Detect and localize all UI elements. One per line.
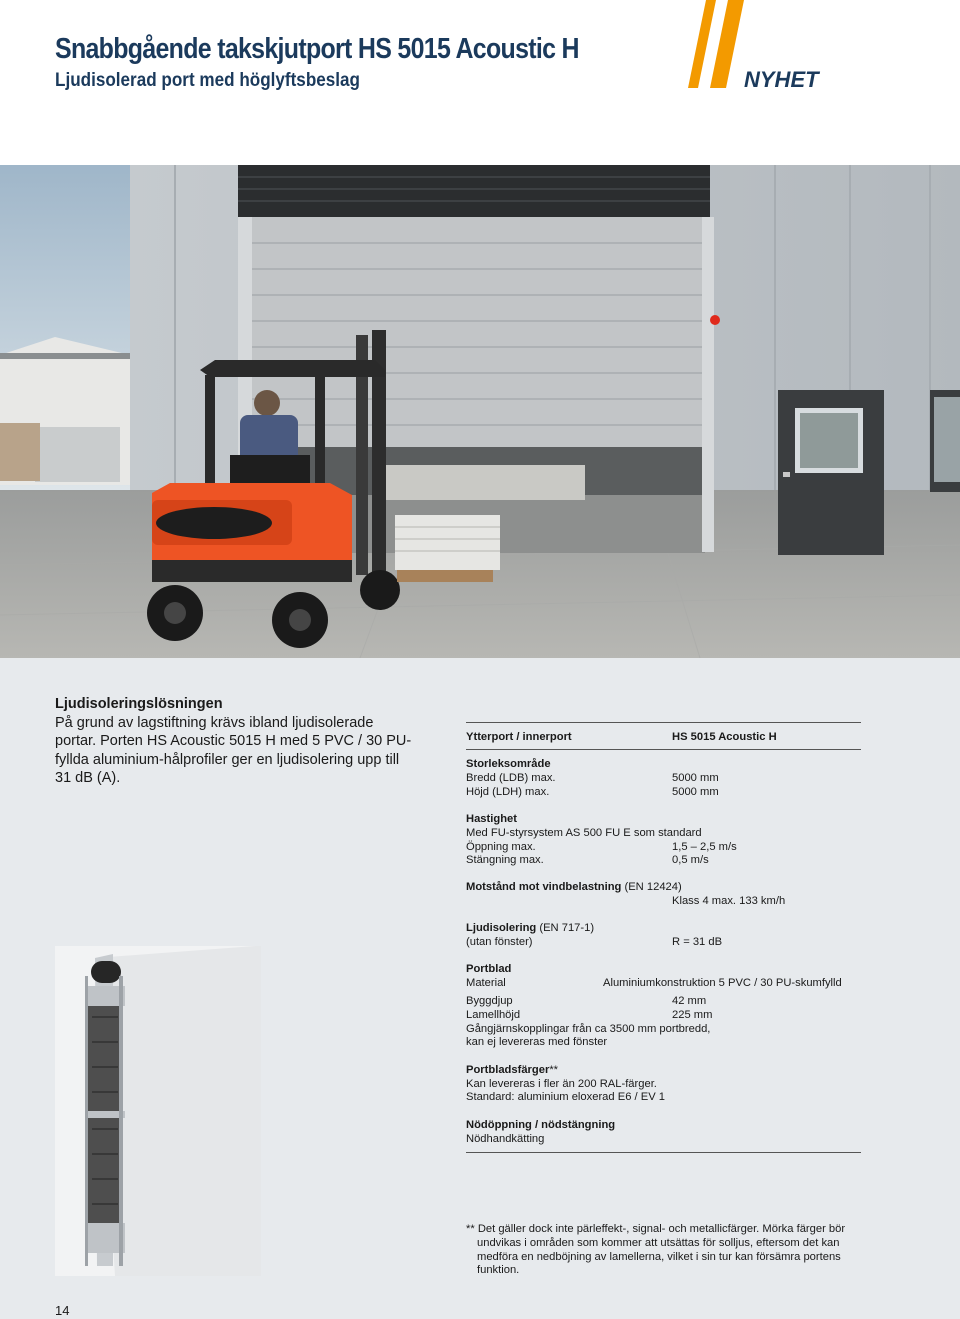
wind-heading: Motstånd mot vindbelastning: [466, 881, 622, 893]
close-value: 0,5 m/s: [672, 854, 709, 866]
hinge-line-2: kan ej levereras med fönster: [466, 1036, 608, 1048]
open-value: 1,5 – 2,5 m/s: [672, 841, 737, 853]
colors-heading: Portbladsfärger: [466, 1064, 550, 1076]
emergency-value: Nödhandkätting: [466, 1133, 545, 1145]
intro-heading: Ljudisoleringslösningen: [55, 696, 223, 712]
depth-label: Byggdjup: [466, 995, 513, 1007]
height-label: Höjd (LDH) max.: [466, 786, 550, 798]
footnote: [466, 1223, 876, 1278]
slat-value: 225 mm: [672, 1009, 713, 1021]
slat-label: Lamellhöjd: [466, 1009, 521, 1021]
emergency-heading: Nödöppning / nödstängning: [466, 1119, 616, 1131]
wind-value: Klass 4 max. 133 km/h: [672, 895, 786, 907]
page-title: Snabbgående takskjutport HS 5015 Acoustic H: [55, 33, 579, 65]
page-header: [0, 0, 960, 165]
depth-value: 42 mm: [672, 995, 707, 1007]
speed-heading: Hastighet: [466, 813, 517, 825]
product-photo: [0, 165, 960, 658]
open-label: Öppning max.: [466, 841, 536, 853]
sound-value: R = 31 dB: [672, 936, 723, 948]
hinge-line-1: Gångjärnskopplingar från ca 3500 mm portbredd,: [466, 1023, 711, 1035]
speed-note: Med FU-styrsystem AS 500 FU E som standard: [466, 827, 702, 839]
intro-section: [55, 695, 415, 788]
size-heading: Storleksområde: [466, 758, 551, 770]
sound-norm: (EN 717-1): [536, 922, 595, 934]
close-label: Stängning max.: [466, 854, 544, 866]
leaf-heading: Portblad: [466, 963, 512, 975]
new-badge: NYHET: [744, 67, 819, 92]
height-value: 5000 mm: [672, 786, 719, 798]
sound-sub: (utan fönster): [466, 936, 533, 948]
width-label: Bredd (LDB) max.: [466, 772, 556, 784]
material-label: Material: [466, 977, 506, 989]
footnote-text: ** Det gäller dock inte pärleffekt-, signal- och metallicfärger. Mörka färger bör undvikas i områden som kommer att utsättas för solljus, eftersom det kan medföra en nedböjning av lamellerna, vilket i sin tur kan försämra portens funktion.: [466, 1223, 846, 1277]
wind-heading-line: [466, 881, 682, 894]
width-value: 5000 mm: [672, 772, 719, 784]
spec-header-left: Ytterport / innerport: [466, 731, 572, 743]
wind-norm: (EN 12424): [621, 881, 682, 893]
colors-heading-line: [466, 1064, 558, 1077]
colors-footnote-mark: **: [549, 1064, 559, 1076]
page-subtitle: Ljudisolerad port med höglyftsbeslag: [55, 70, 360, 91]
page-number: 14: [55, 1303, 70, 1318]
sound-heading-line: [466, 922, 594, 935]
sound-heading: Ljudisolering: [466, 922, 537, 934]
material-value: Aluminiumkonstruktion 5 PVC / 30 PU-skumfylld: [603, 977, 842, 989]
intro-text: På grund av lagstiftning krävs ibland ljudisolerade portar. Porten HS Acoustic 5015 H med 5 PVC / 30 PU-fyllda aluminium-hålprofiler ger en ljudisolering upp till 31 dB (A).: [55, 714, 412, 786]
profile-cross-section-image: [55, 946, 261, 1276]
spec-header-right: HS 5015 Acoustic H: [672, 731, 777, 743]
colors-line-1: Kan levereras i fler än 200 RAL-färger.: [466, 1078, 657, 1090]
colors-line-2: Standard: aluminium eloxerad E6 / EV 1: [466, 1091, 665, 1103]
